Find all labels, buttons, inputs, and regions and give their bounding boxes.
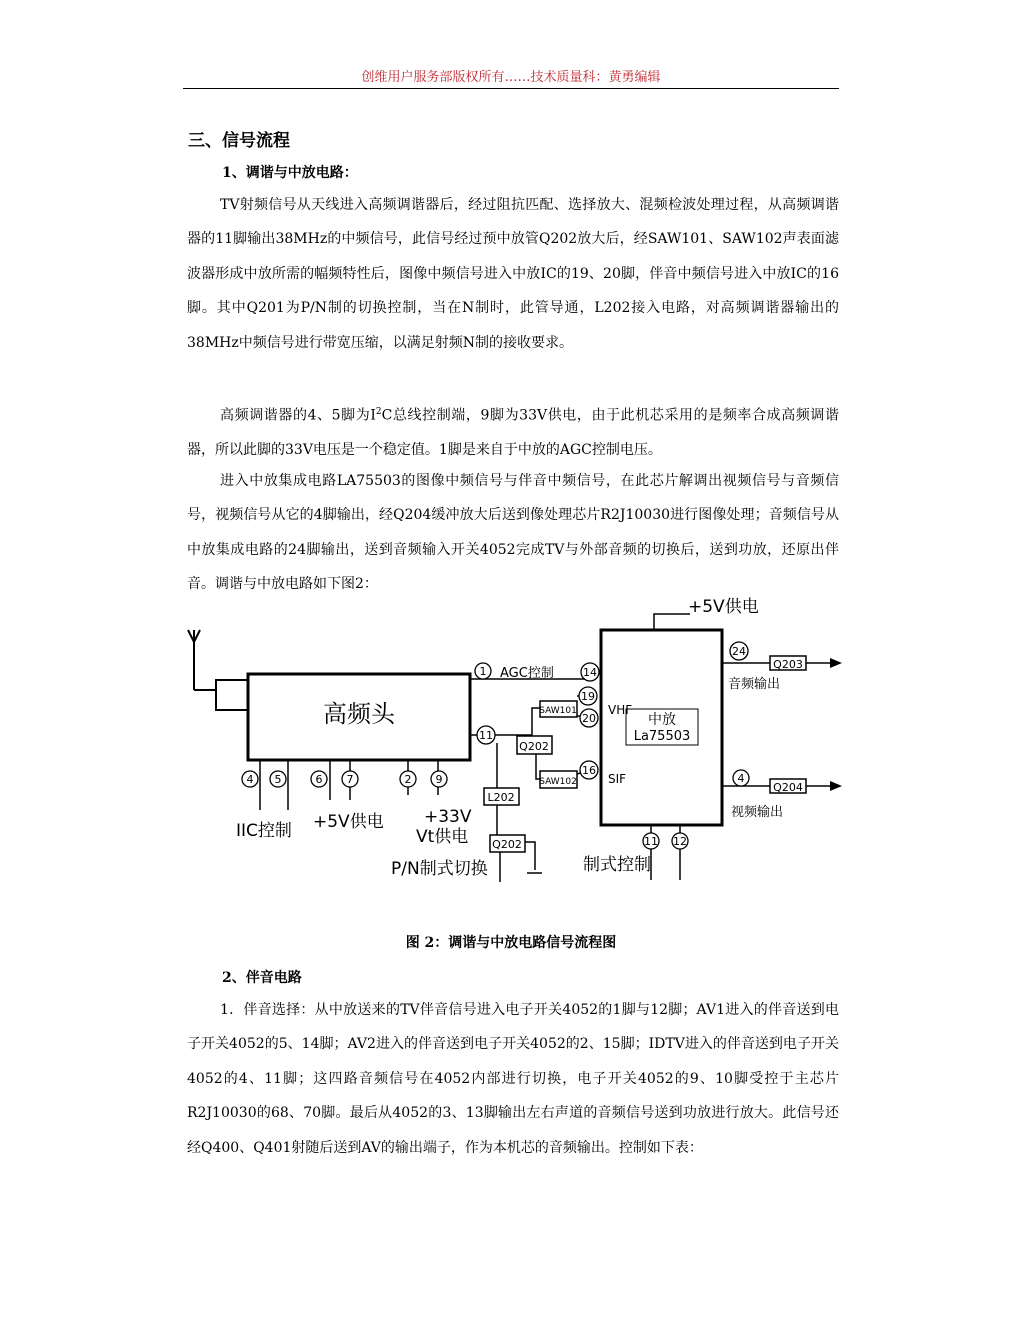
paragraph-tv-signal: TV射频信号从天线进入高频调谐器后，经过阻抗匹配、选择放大、混频检波处理过程，从高频调谐器的11脚输出38MHz的中频信号，此信号经过预中放管Q202放大后，经SAW101、SAW102声表面滤波器形成中放所需的幅频特性后，图像中频信号进入中放IC的19、20脚，伴音中频信号进入中放IC的16脚。其中Q201为P/N制的切换控制，当在N制时，此管导通，L202接入电路，对高频调谐器输出的38MHz中频信号进行带宽压缩，以满足射频N制的接收要求。	[187, 197, 839, 351]
superscript-2: 2	[375, 407, 382, 417]
pin-2: 2	[404, 773, 412, 786]
pin-11: 11	[479, 729, 493, 742]
saw102-label: SAW102	[539, 777, 577, 787]
pin-19: 19	[581, 690, 595, 703]
subsection-title-tuning: 1、调谐与中放电路：	[222, 165, 358, 181]
pin-1: 1	[479, 665, 487, 678]
l202-label: L202	[487, 791, 515, 804]
header-divider	[183, 88, 839, 89]
paragraph-if-ic: 进入中放集成电路LA75503的图像中频信号与伴音中频信号，在此芯片解调出视频信号与音频信号，视频信号从它的4脚输出，经Q204缓冲放大后送到像处理芯片R2J10030进行图像处理；音频信号从中放集成电路的24脚输出，送到音频输入开关4052完成TV与外部音频的切换后，送到功放，还原出伴音。调谐与中放电路如下图2：	[187, 473, 839, 593]
vt-label: Vt供电	[416, 827, 469, 847]
paragraph-tuner-pins-a: 高频调谐器的4、5脚为I	[220, 407, 376, 424]
q202-lower-label: Q202	[492, 838, 522, 851]
if-label: 中放	[648, 712, 676, 728]
tuner-connector	[216, 680, 248, 710]
sif-label: SIF	[608, 772, 627, 786]
if-chip-label: La75503	[633, 729, 691, 744]
q204-label: Q204	[773, 781, 803, 794]
video-out-arrow-icon	[830, 781, 842, 791]
agc-label: AGC控制	[500, 666, 554, 681]
power-5v-top: +5V供电	[688, 597, 759, 617]
pin-4-if: 4	[737, 772, 745, 785]
vhf-label: VHF	[608, 703, 633, 717]
page-header: 创维用户服务部版权所有……技术质量科：黄勇编辑	[361, 70, 661, 85]
video-out-label: 视频输出	[731, 805, 784, 820]
section-title: 三、信号流程	[188, 131, 290, 151]
paragraph-tuner-pins-b: C总线控制端，9脚为33V供电，由于此机芯采用的是频率合成高频调谐器，所以此脚的33V电压是一个稳定值。1脚是来自于中放的AGC控制电压。	[187, 407, 839, 459]
q203-label: Q203	[773, 658, 803, 671]
iic-label: IIC控制	[236, 821, 292, 841]
pin-20: 20	[582, 712, 596, 725]
audio-out-label: 音频输出	[728, 677, 781, 692]
power-5v-bottom: +5V供电	[313, 812, 384, 832]
audio-out-arrow-icon	[830, 658, 842, 668]
pin-14: 14	[583, 666, 597, 679]
paragraph-tuner-pins	[187, 395, 839, 467]
pin-11-if: 11	[644, 835, 658, 848]
pin-24: 24	[732, 645, 746, 658]
pin-4: 4	[246, 773, 254, 786]
paragraph-audio-select: 1．伴音选择：从中放送来的TV伴音信号进入电子开关4052的1脚与12脚；AV1进入的伴音送到电子开关4052的5、14脚；AV2进入的伴音送到电子开关4052的2、15脚；IDTV进入的伴音送到电子开关4052的4、11脚；这四路音频信号在4052内部进行切换，电子开关4052的9、10脚受控于主芯片R2J10030的68、70脚。最后从4052的3、13脚输出左右声道的音频信号送到功放进行放大。此信号还经Q400、Q401射随后送到AV的输出端子，作为本机芯的音频输出。控制如下表：	[187, 1002, 839, 1156]
pin-12: 12	[673, 835, 687, 848]
figure-caption: 图 2：调谐与中放电路信号流程图	[405, 935, 617, 951]
pin-9: 9	[435, 773, 443, 786]
saw101-label: SAW101	[539, 706, 577, 716]
pin-16: 16	[582, 764, 596, 777]
pn-label: P/N制式切换	[391, 859, 488, 879]
q202-label: Q202	[519, 740, 549, 753]
tuning-if-diagram	[180, 590, 860, 890]
power-top-line	[654, 614, 690, 630]
pin-6: 6	[315, 773, 323, 786]
pin-5: 5	[274, 773, 282, 786]
tuner-label: 高频头	[323, 700, 395, 728]
v33-label: +33V	[424, 807, 472, 827]
system-control-label: 制式控制	[583, 855, 651, 875]
pin-7: 7	[346, 773, 354, 786]
subsection-title-audio: 2、伴音电路	[222, 970, 302, 986]
